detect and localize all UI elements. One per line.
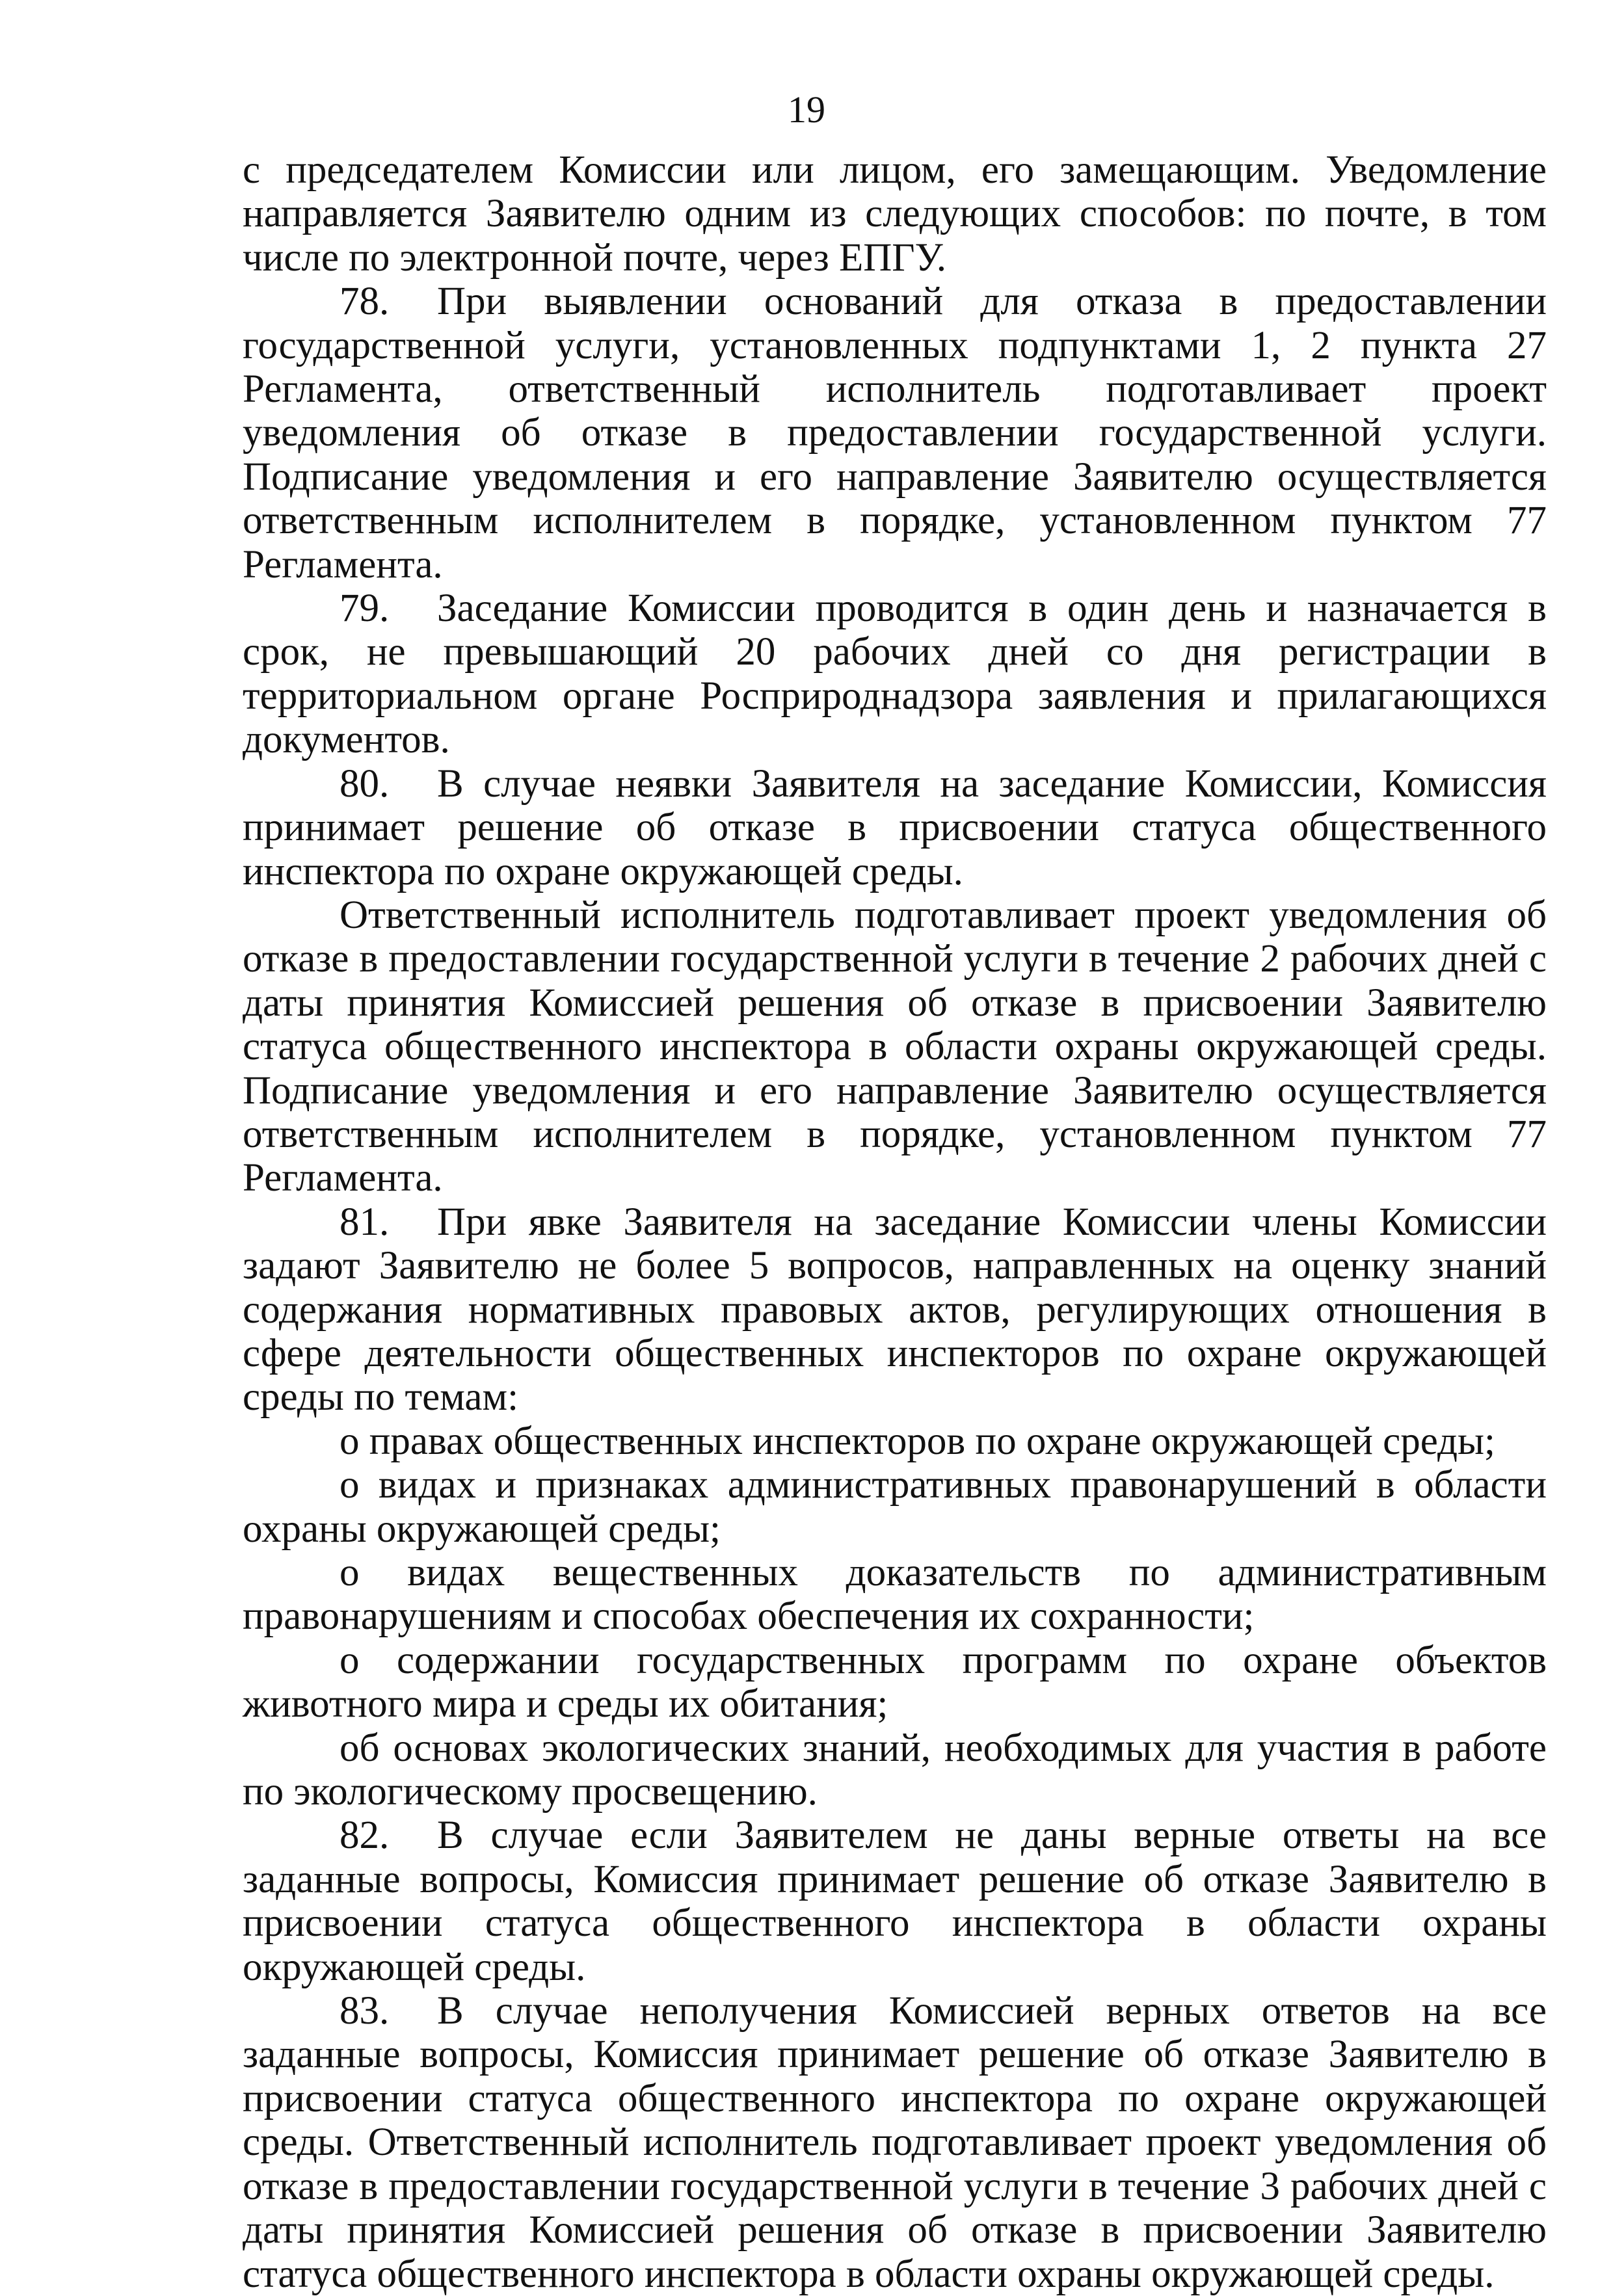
paragraph-text: о правах общественных инспекторов по охране окружающей среды; [340, 1419, 1495, 1463]
paragraph-number: 82. [340, 1814, 390, 1858]
paragraph-81 [243, 1200, 1547, 1419]
paragraph-number: 83. [340, 1989, 390, 2033]
paragraph-text: о видах вещественных доказательств по административным правонарушениям и способах обеспечения их сохранности; [243, 1551, 1547, 1639]
paragraph-83 [243, 1989, 1547, 2296]
paragraph-text: В случае неявки Заявителя на заседание Комиссии, Комиссия принимает решение об отказе в присвоении статуса общественного инспектора по охране окружающей среды. [243, 761, 1547, 893]
paragraph-number: 78. [340, 280, 390, 324]
paragraph-text: При явке Заявителя на заседание Комиссии члены Комиссии задают Заявителю не более 5 вопросов, направленных на оценку знаний содержания нормативных правовых актов, регулирующих отношения в сфере деятельности общественных инспекторов по охране окружающей среды по темам: [243, 1200, 1547, 1419]
paragraph-80 [243, 762, 1547, 893]
paragraph-text: с председателем Комиссии или лицом, его замещающим. Уведомление направляется Заявителю одним из следующих способов: по почте, в том числе по электронной почте, через ЕПГУ. [243, 148, 1547, 280]
paragraph-text: об основах экологических знаний, необходимых для участия в работе по экологическому просвещению. [243, 1726, 1547, 1814]
paragraph-text: Ответственный исполнитель подготавливает проект уведомления об отказе в предоставлении государственной услуги в течение 2 рабочих дней с даты принятия Комиссией решения об отказе в присвоении Заявителю статуса общественного инспектора в области охраны окружающей среды. Подписание уведомления и его направление Заявителю осуществляется ответственным исполнителем в порядке, установленном пунктом 77 Регламента. [243, 893, 1547, 1200]
page-number: 19 [788, 88, 825, 131]
document-body [243, 148, 1547, 2296]
paragraph-text: В случае неполучения Комиссией верных ответов на все заданные вопросы, Комиссия принимает решение об отказе Заявителю в присвоении статуса общественного инспектора по охране окружающей среды. Ответственный исполнитель подготавливает проект уведомления об отказе в предоставлении государственной услуги в течение 3 рабочих дней с даты принятия Комиссией решения об отказе в присвоении Заявителю статуса общественного инспектора в области охраны окружающей среды. [243, 1989, 1547, 2296]
paragraph-78 [243, 280, 1547, 587]
list-item-topic [243, 1639, 1547, 1726]
paragraph-number: 79. [340, 587, 390, 631]
paragraph-80-continued [243, 893, 1547, 1200]
paragraph-number: 81. [340, 1200, 390, 1244]
paragraph-text: Заседание Комиссии проводится в один день и назначается в срок, не превышающий 20 рабочих дней со дня регистрации в территориальном органе Росприроднадзора заявления и прилагающихся документов. [243, 587, 1547, 762]
paragraph-number: 80. [340, 761, 390, 806]
list-item-topic [243, 1463, 1547, 1551]
list-item-topic [243, 1726, 1547, 1814]
paragraph-text: о содержании государственных программ по охране объектов животного мира и среды их обитания; [243, 1638, 1547, 1726]
paragraph-continuation [243, 148, 1547, 280]
paragraph-text: При выявлении оснований для отказа в предоставлении государственной услуги, установленных подпунктами 1, 2 пункта 27 Регламента, ответственный исполнитель подготавливает проект уведомления об отказе в предоставлении государственной услуги. Подписание уведомления и его направление Заявителю осуществляется ответственным исполнителем в порядке, установленном пунктом 77 Регламента. [243, 280, 1547, 587]
paragraph-text: В случае если Заявителем не даны верные ответы на все заданные вопросы, Комиссия принимает решение об отказе Заявителю в присвоении статуса общественного инспектора в области охраны окружающей среды. [243, 1814, 1547, 1989]
paragraph-text: о видах и признаках административных правонарушений в области охраны окружающей среды; [243, 1463, 1547, 1551]
list-item-topic [243, 1419, 1547, 1463]
paragraph-82 [243, 1814, 1547, 1989]
paragraph-79 [243, 587, 1547, 762]
list-item-topic [243, 1551, 1547, 1639]
